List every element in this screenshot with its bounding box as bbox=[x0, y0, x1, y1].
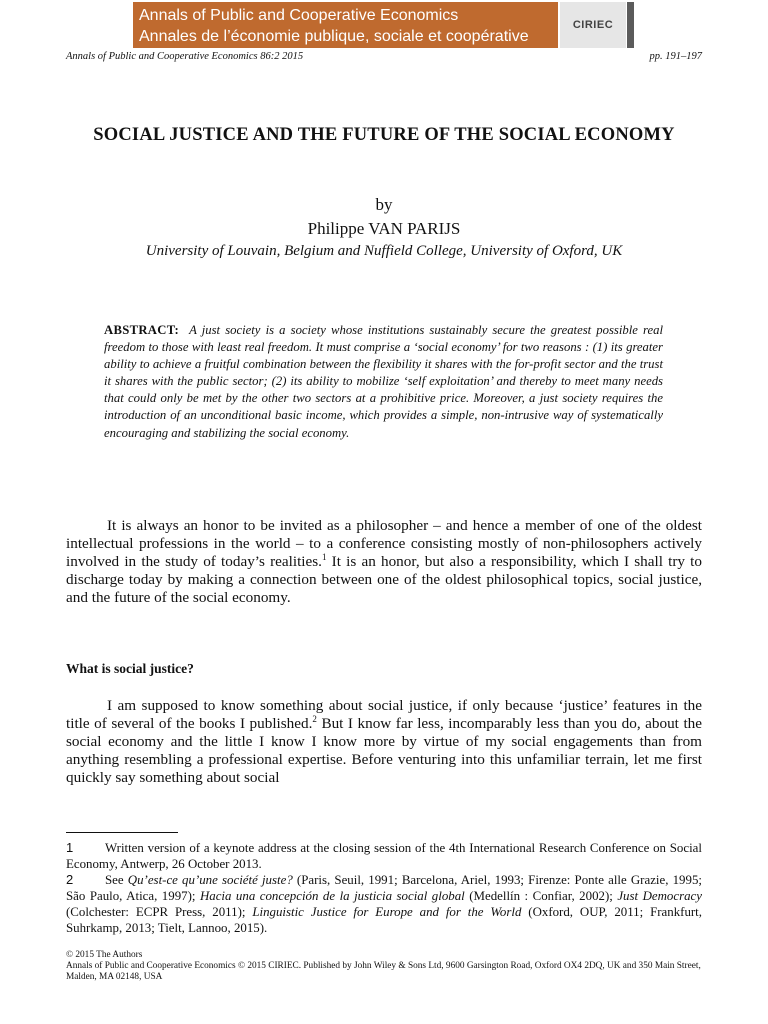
book-title-1: Qu’est-ce qu’une société juste? bbox=[127, 873, 293, 887]
book-title-2: Hacia una concepción de la justicia social global bbox=[199, 889, 465, 903]
body-paragraph-2 bbox=[66, 697, 702, 787]
author-name: Philippe VAN PARIJS bbox=[307, 219, 461, 238]
footnote-1-text: Written version of a keynote address at the closing session of the 4th International Research Conference on Social Economy, Antwerp, 26 October 2013. bbox=[66, 841, 702, 871]
logo-text: CIRIEC bbox=[572, 19, 614, 31]
article-title: SOCIAL JUSTICE AND THE FUTURE OF THE SOCIAL ECONOMY bbox=[93, 125, 675, 145]
footnote-2-number: 2 bbox=[66, 872, 74, 887]
abstract-label: ABSTRACT: bbox=[104, 323, 180, 337]
journal-banner bbox=[133, 2, 558, 48]
abstract-text: A just society is a society whose institutions sustainably secure the greatest possible real freedom to those with least real freedom. It must comprise a ‘social economy’ for two reasons : (1) its greater ability to achieve a fruitful combination between the flexibility it shares with the for-profit sector and the trust it shares with the public sector; (2) its ability to mobilize ‘self exploitation’ and thereby to meet many needs that could only be met by the other two sectors at a prohibitive price. Moreover, a just society requires the introduction of an unconditional basic income, which provides a simple, non-intrusive way of systematically encouraging and stabilizing the social economy. bbox=[104, 323, 663, 440]
footnote-ref-2[interactable]: 2 bbox=[312, 713, 317, 724]
footnote-2 bbox=[66, 872, 702, 936]
footnote-divider bbox=[66, 832, 178, 833]
copyright-notice bbox=[66, 950, 706, 984]
banner-title-fr: Annales de l’économie publique, sociale et coopérative bbox=[139, 28, 529, 45]
banner-side-bar bbox=[627, 2, 634, 48]
footnote-2-text-a: See bbox=[105, 873, 128, 887]
p2-text-a: I am supposed to know something about social justice, if only because ‘justice’ features in the title of several of the books I published. bbox=[66, 697, 702, 732]
byline: by bbox=[375, 195, 393, 214]
footnote-2-text-d: (Colchester: ECPR Press, 2011); bbox=[66, 905, 253, 919]
footnote-2-text-e: (Oxford, OUP, 2011; Frankfurt, Suhrkamp, 2013; Tielt, Lannoo, 2015). bbox=[66, 905, 702, 935]
footnote-1-number: 1 bbox=[66, 840, 74, 855]
copyright-line-1: © 2015 The Authors bbox=[66, 950, 143, 960]
p2-text-b: But I know far less, incomparably less than you do, about the social economy and the little I know I know more by virtue of my social engagements than from anything resembling a professional expertise. Before venturing into this unfamiliar terrain, let me first quickly say something about social bbox=[66, 714, 702, 786]
book-title-3: Just Democracy bbox=[617, 889, 702, 903]
footnote-1 bbox=[66, 840, 702, 872]
footnote-2-text-c: (Medellín : Confiar, 2002); bbox=[464, 889, 618, 903]
p1-text-b: It is an honor, but also a responsibility, which I shall try to discharge today by making a connection between one of the oldest philosophical topics, social justice, and the future of the social economy. bbox=[66, 552, 702, 606]
body-paragraph-1 bbox=[66, 517, 702, 607]
abstract bbox=[104, 322, 663, 442]
footnote-2-text-b: (Paris, Seuil, 1991; Barcelona, Ariel, 1993; Firenze: Ponte alle Grazie, 1995; São Paulo, Atica, 1997); bbox=[66, 873, 702, 903]
footnote-ref-1[interactable]: 1 bbox=[321, 551, 327, 562]
running-header-journal: Annals of Public and Cooperative Economics 86:2 2015 bbox=[66, 51, 304, 62]
book-title-4: Linguistic Justice for Europe and for the World bbox=[252, 905, 522, 919]
ciriec-logo bbox=[560, 2, 626, 48]
author-affiliation: University of Louvain, Belgium and Nuffield College, University of Oxford, UK bbox=[145, 243, 623, 259]
running-header-pages: pp. 191–197 bbox=[649, 51, 702, 62]
copyright-line-2: Annals of Public and Cooperative Economics © 2015 CIRIEC. Published by John Wiley & Sons Ltd, 9600 Garsington Road, Oxford OX4 2DQ, UK and 350 Main Street, Malden, MA 02148, USA bbox=[66, 961, 701, 983]
p1-text-a: It is always an honor to be invited as a philosopher – and hence a member of one of the oldest intellectual professions in the world – to a conference consisting mostly of non-philosophers actively involved in the study of today’s realities. bbox=[66, 517, 702, 570]
section-heading: What is social justice? bbox=[66, 661, 194, 676]
running-header bbox=[66, 51, 702, 65]
banner-title-en: Annals of Public and Cooperative Economics bbox=[139, 7, 459, 24]
